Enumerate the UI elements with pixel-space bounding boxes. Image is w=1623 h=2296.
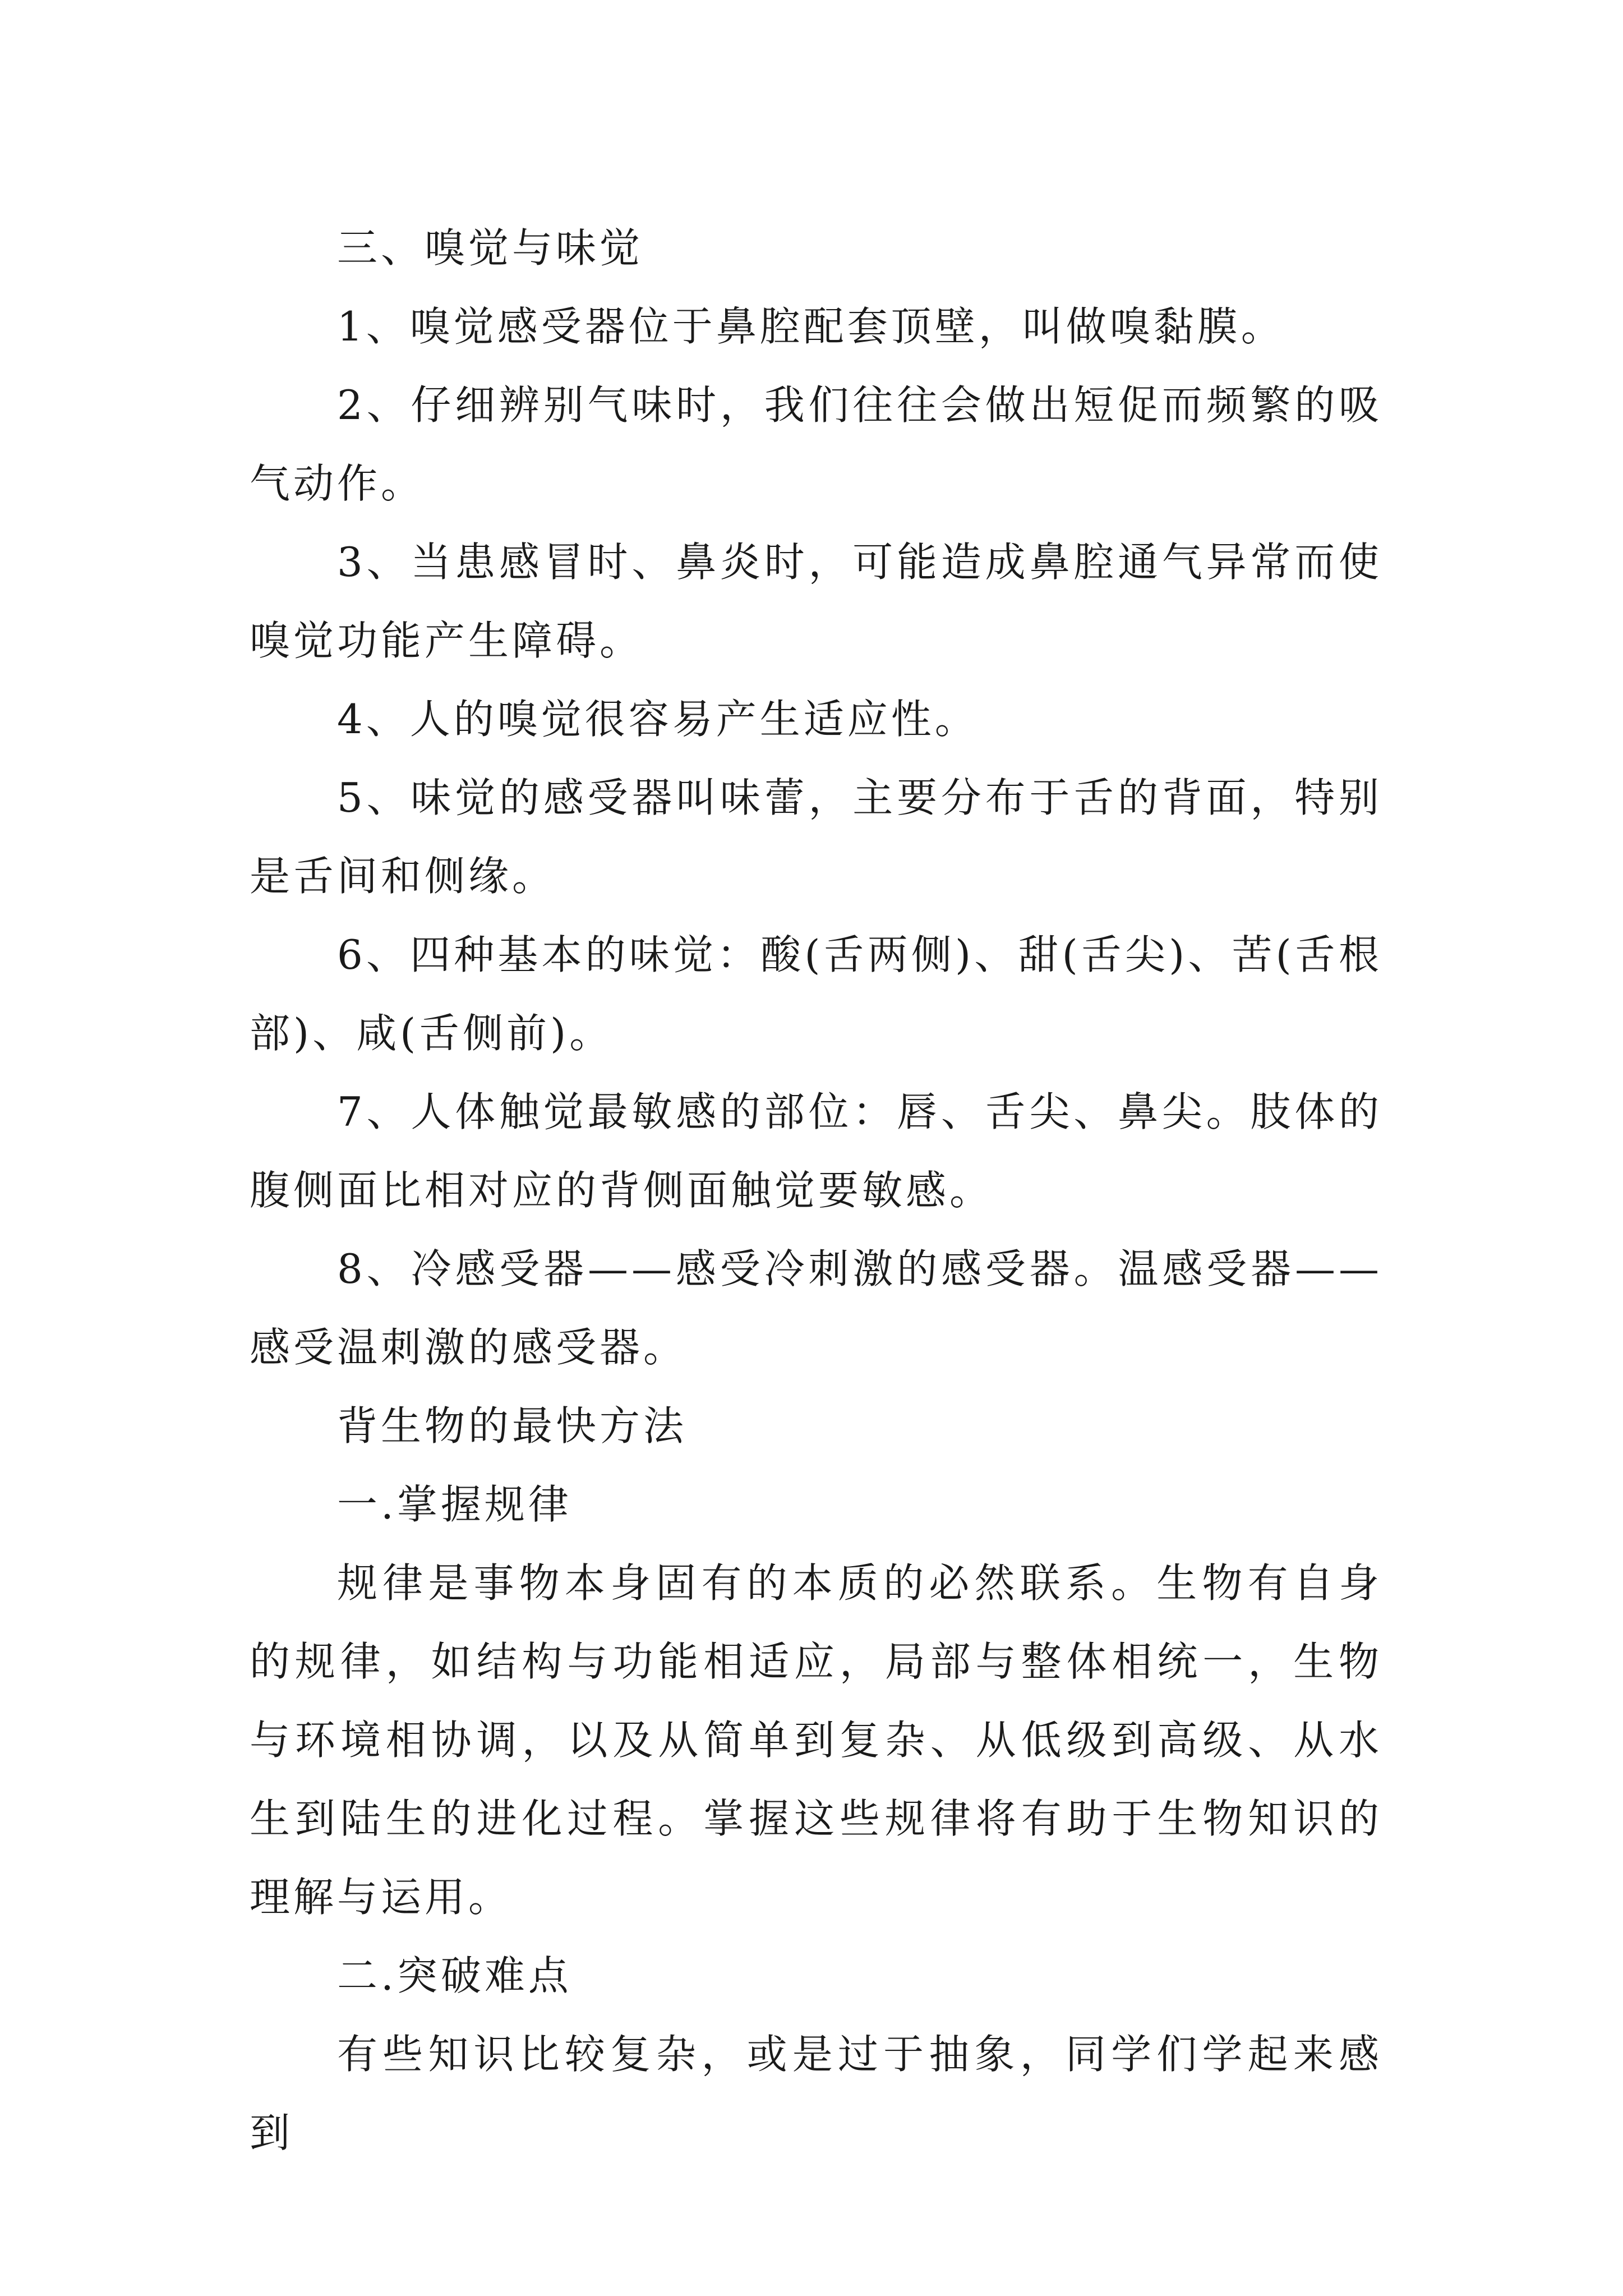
paragraph-8: 8、冷感受器——感受冷刺激的感受器。温感受器——感受温刺激的感受器。 [250, 1245, 1382, 1371]
paragraph-6: 6、四种基本的味觉：酸(舌两侧)、甜(舌尖)、苦(舌根部)、咸(舌侧前)。 [250, 931, 1382, 1057]
heading-method: 背生物的最快方法 [337, 1402, 688, 1450]
document-body [250, 209, 1382, 2172]
paragraph-3: 3、当患感冒时、鼻炎时，可能造成鼻腔通气异常而使嗅觉功能产生障碍。 [250, 539, 1382, 664]
heading-difficulties: 二.突破难点 [337, 1952, 572, 1999]
heading-rules: 一.掌握规律 [337, 1481, 572, 1528]
paragraph-difficulties: 有些知识比较复杂，或是过于抽象，同学们学起来感到 [250, 2031, 1382, 2156]
heading-smell-taste: 三、嗅觉与味觉 [337, 224, 644, 272]
paragraph-2: 2、仔细辨别气味时，我们往往会做出短促而频繁的吸气动作。 [250, 381, 1382, 507]
paragraph-rules: 规律是事物本身固有的本质的必然联系。生物有自身的规律，如结构与功能相适应，局部与整体相统一，生物与环境相协调，以及从简单到复杂、从低级到高级、从水生到陆生的进化过程。掌握这些规律将有助于生物知识的理解与运用。 [250, 1559, 1382, 1921]
paragraph-1: 1、嗅觉感受器位于鼻腔配套顶壁，叫做嗅黏膜。 [337, 303, 1285, 350]
paragraph-7: 7、人体触觉最敏感的部位：唇、舌尖、鼻尖。肢体的腹侧面比相对应的背侧面触觉要敏感。 [250, 1088, 1382, 1214]
paragraph-4: 4、人的嗅觉很容易产生适应性。 [337, 696, 979, 743]
paragraph-5: 5、味觉的感受器叫味蕾，主要分布于舌的背面，特别是舌间和侧缘。 [250, 774, 1382, 900]
